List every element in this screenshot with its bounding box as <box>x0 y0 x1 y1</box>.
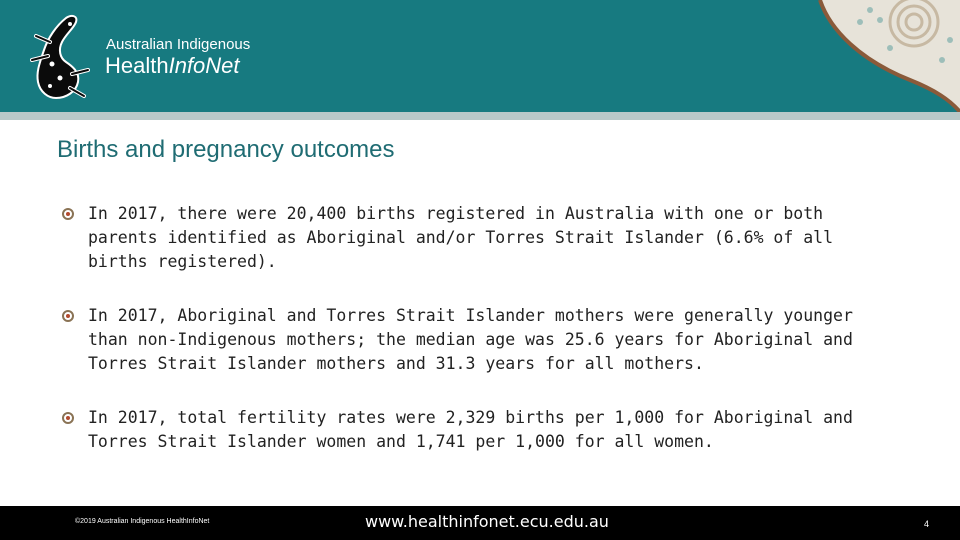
logo-text-line2 <box>105 53 240 79</box>
logo-infonet-text: InfoNet <box>168 53 240 78</box>
logo-text-line1: Australian Indigenous <box>106 36 251 53</box>
bullet-list <box>62 202 902 454</box>
footer-bar <box>0 506 960 540</box>
bullet-text: In 2017, there were 20,400 births registered in Australia with one or both parents identified as Aboriginal and/or Torres Strait Islander (6.6% of all births registered). <box>88 204 834 271</box>
bullet-dot-icon <box>62 310 74 322</box>
header-banner <box>0 0 960 112</box>
bullet-item <box>62 202 902 274</box>
lizard-icon <box>26 12 104 102</box>
bullet-dot-icon <box>62 208 74 220</box>
page-number: 4 <box>924 519 930 529</box>
slide-title: Births and pregnancy outcomes <box>57 136 395 163</box>
header-divider <box>0 112 960 120</box>
bullet-dot-icon <box>62 412 74 424</box>
bullet-text: In 2017, Aboriginal and Torres Strait Islander mothers were generally younger than non-Indigenous mothers; the median age was 25.6 years for Aboriginal and Torres Strait Islander mothers and 31.3 years for all mothers. <box>88 306 853 373</box>
bullet-item <box>62 406 902 454</box>
footer-url-link[interactable]: www.healthinfonet.ecu.edu.au <box>365 512 609 531</box>
dot-art-decoration <box>760 0 960 112</box>
bullet-item <box>62 304 902 376</box>
footer-copyright: ©2019 Australian Indigenous HealthInfoNet <box>75 518 210 525</box>
bullet-text: In 2017, total fertility rates were 2,329 births per 1,000 for Aboriginal and Torres Strait Islander women and 1,741 per 1,000 for all women. <box>88 408 853 451</box>
logo-health-text: Health <box>105 53 169 78</box>
